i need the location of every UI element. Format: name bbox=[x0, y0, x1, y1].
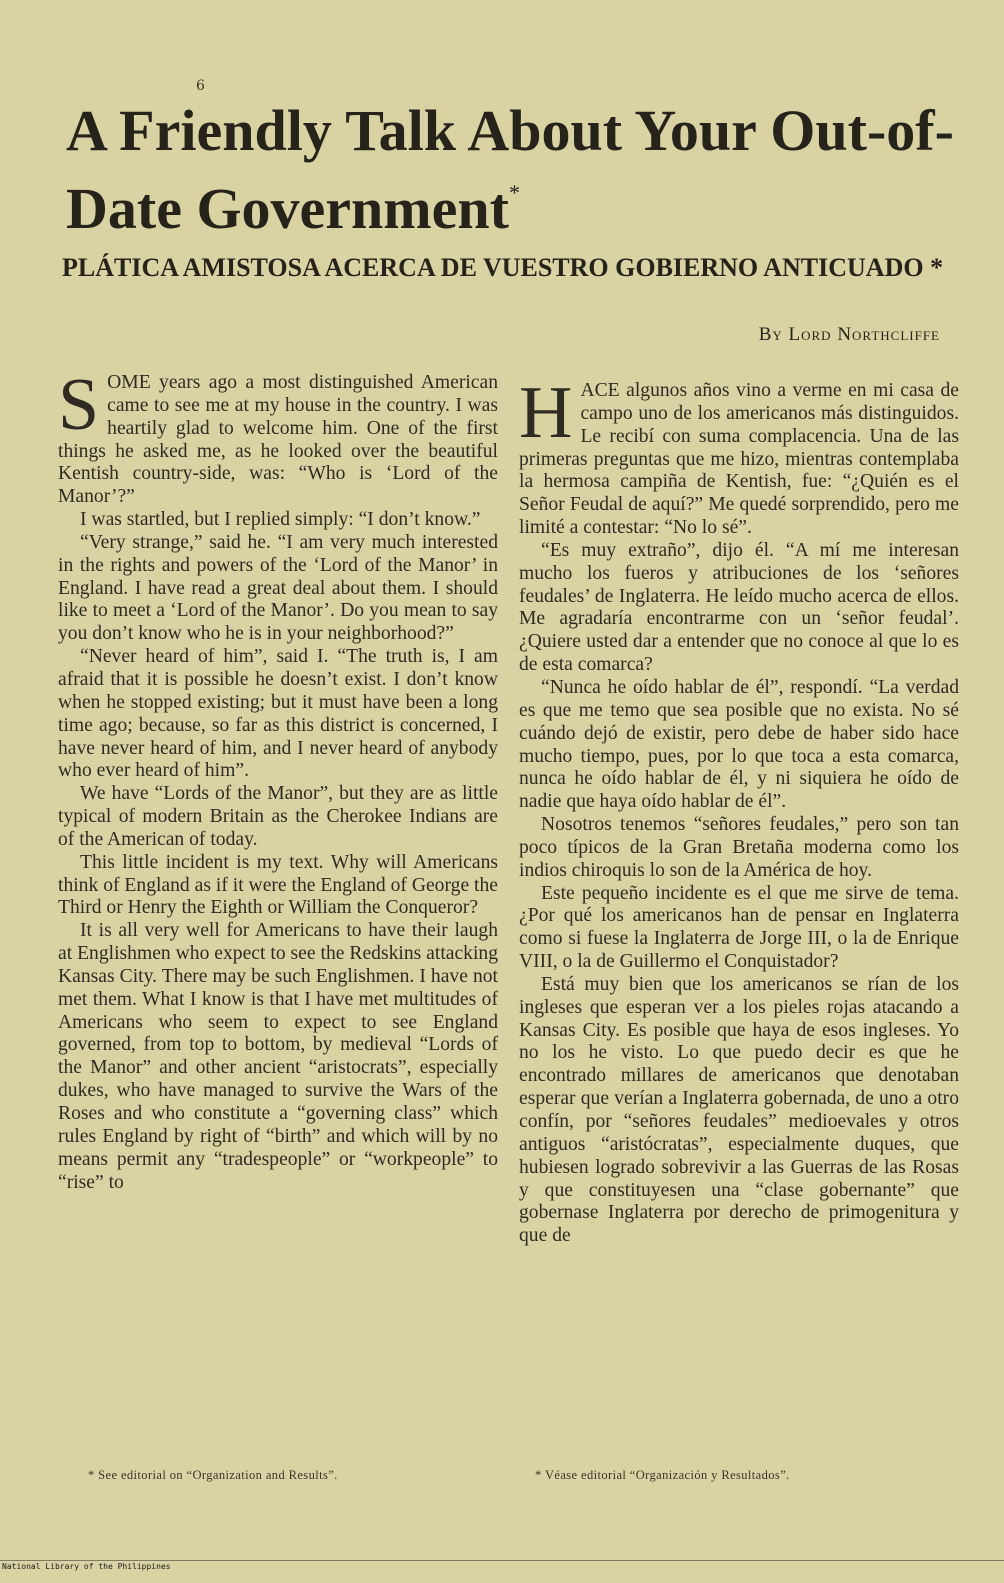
footer-divider bbox=[0, 1560, 1004, 1561]
library-credit: National Library of the Philippines bbox=[2, 1562, 171, 1571]
english-paragraph-1: SOME years ago a most distinguished American came to see me at my house in the country. I was heartily glad to welcome him. One of the first things he asked me, as he looked over the beautiful Kentish country-side, was: “Who is ‘Lord of the Manor’?” bbox=[58, 364, 498, 508]
article-title bbox=[66, 100, 966, 240]
spanish-column bbox=[519, 372, 959, 1248]
article-title-text: A Friendly Talk About Your Out-of-Date Government bbox=[66, 98, 954, 241]
spanish-paragraph-5: Este pequeño incidente es el que me sirve de tema. ¿Por qué los americanos han de pensar en Inglaterra como si fuese la Inglaterra de Jorge III, o la de Enrique VIII, o la de Guillermo el Conquistador? bbox=[519, 882, 959, 973]
spanish-paragraph-2: “Es muy extraño”, dijo él. “A mí me interesan mucho los fueros y atribuciones de los ‘señores feudales’ de Inglaterra. He leído mucho acerca de ellos. Me agradaría encontrarme con un ‘señor feudal’. ¿Quiere usted dar a entender que no conoce al que lo es de esta comarca? bbox=[519, 539, 959, 676]
spanish-footnote: * Véase editorial “Organización y Resultados”. bbox=[535, 1468, 790, 1482]
english-paragraph-4: “Never heard of him”, said I. “The truth is, I am afraid that it is possible he doesn’t exist. I don’t know when he stopped existing; but it must have been a long time ago; because, so far as this district is concerned, I have never heard of him, and I never heard of anybody who ever heard of him”. bbox=[58, 646, 498, 782]
english-paragraph-6: This little incident is my text. Why will Americans think of England as if it were the England of George the Third or Henry the Eighth or William the Conqueror? bbox=[58, 851, 498, 919]
english-paragraph-5: We have “Lords of the Manor”, but they are as little typical of modern Britain as the Cherokee Indians are of the American of today. bbox=[58, 783, 498, 850]
spanish-paragraph-1: HACE algunos años vino a verme en mi casa de campo uno de los americanos más distinguidos. Le recibí con suma complacencia. Una de las primeras preguntas que me hizo, mientras contemplaba la hermosa campiña de Kentish, fue: “¿Quién es el Señor Feudal de aquí?” Me quedé sorprendido, pero me limité a contestar: “No lo sé”. bbox=[519, 372, 959, 539]
spanish-dropcap: H bbox=[519, 372, 573, 454]
title-asterisk: * bbox=[508, 180, 520, 205]
english-paragraph-3: “Very strange,” said he. “I am very much interested in the rights and powers of the ‘Lord of the Manor’ in England. I have read a great deal about them. I should like to meet a ‘Lord of the Manor’. Do you mean to say you don’t know who he is in your neighborhood?” bbox=[58, 531, 498, 645]
english-paragraph-7: It is all very well for Americans to have their laugh at Englishmen who expect to see the Redskins attacking Kansas City. There may be such Englishmen. I have not met them. What I know is that I have met multitudes of Americans who seem to expect to see England governed, from top to bottom, by medieval “Lords of the Manor” and other ancient “aristocrats”, especially dukes, who have managed to survive the Wars of the Roses and who constitute a “governing class” which rules England by right of “birth” and which will by no means permit any “tradespeople” or “workpeople” to “rise” to bbox=[58, 920, 498, 1193]
spanish-paragraph-4: Nosotros tenemos “señores feudales,” pero son tan poco típicos de la Gran Bretaña moderna como los indios chiroquis lo son de la América de hoy. bbox=[519, 814, 959, 881]
english-column bbox=[58, 364, 498, 1194]
page-mark: 6 bbox=[196, 78, 205, 94]
english-paragraph-2: I was startled, but I replied simply: “I don’t know.” bbox=[80, 509, 481, 531]
spanish-paragraph-6: Está muy bien que los americanos se rían de los ingleses que esperan ver a los pieles rojas atacando a Kansas City. Es posible que haya de esos ingleses. Yo no los he visto. Lo que puedo decir es que he encontrado millares de americanos que denotaban esperar que verían a Inglaterra gobernada, de uno a otro confín, por “señores feudales” medioevales y otros antiguos “aristócratas”, especialmente duques, que hubiesen logrado sobrevivir a las Guerras de las Rosas y que constituyesen una “clase gobernante” que gobernase Inglaterra por derecho de primogenitura y que de bbox=[519, 973, 959, 1247]
english-dropcap: S bbox=[58, 364, 100, 446]
spanish-paragraph-3: “Nunca he oído hablar de él”, respondí. “La verdad es que me temo que sea posible que no exista. No sé cuándo dejó de existir, pero debe de haber sido hace mucho tiempo, pues, por lo que toca a esta comarca, nunca he oído hablar de él, y ni siquiera he oído de nadie que haya oído hablar de él”. bbox=[519, 676, 959, 813]
byline: By Lord Northcliffe bbox=[758, 324, 940, 345]
english-footnote: * See editorial on “Organization and Results”. bbox=[88, 1468, 338, 1482]
spanish-title: PLÁTICA AMISTOSA ACERCA DE VUESTRO GOBIERNO ANTICUADO * bbox=[62, 253, 944, 282]
